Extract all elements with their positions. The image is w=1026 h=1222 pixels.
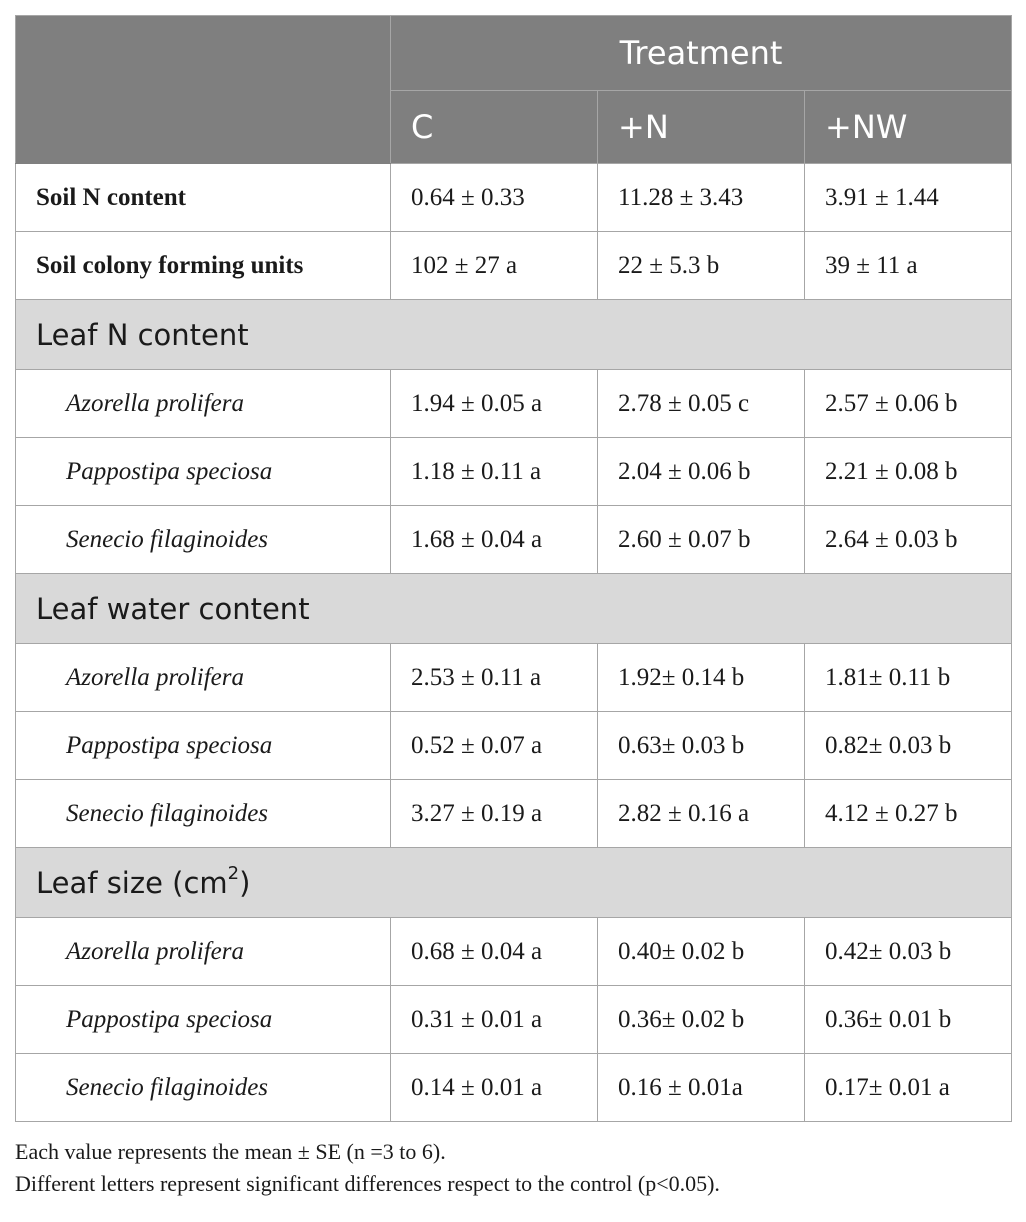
table-row [16,780,1012,848]
species-name: Senecio filaginoides [16,506,391,574]
species-name: Senecio filaginoides [16,780,391,848]
table-row [16,644,1012,712]
cell-value: 0.36± 0.02 b [598,986,805,1054]
cell-value: 11.28 ± 3.43 [598,164,805,232]
cell-value: 2.21 ± 0.08 b [805,438,1012,506]
col-header-c: C [391,91,598,164]
cell-value: 2.64 ± 0.03 b [805,506,1012,574]
table-row [16,164,1012,232]
table-row [16,438,1012,506]
cell-value: 0.42± 0.03 b [805,918,1012,986]
section-title-suffix: ) [239,865,251,900]
section-title [16,848,1012,918]
cell-value: 2.82 ± 0.16 a [598,780,805,848]
species-name: Pappostipa speciosa [16,438,391,506]
treatment-header: Treatment [391,16,1012,91]
table-footnotes [15,1136,1011,1200]
header-blank-cell [16,16,391,164]
cell-value: 2.57 ± 0.06 b [805,370,1012,438]
cell-value: 0.63± 0.03 b [598,712,805,780]
table-row [16,370,1012,438]
footnote: Each value represents the mean ± SE (n =3 to 6). [15,1139,446,1164]
row-label: Soil N content [16,164,391,232]
species-name: Pappostipa speciosa [16,986,391,1054]
table-row [16,232,1012,300]
cell-value: 3.27 ± 0.19 a [391,780,598,848]
cell-value: 0.52 ± 0.07 a [391,712,598,780]
cell-value: 22 ± 5.3 b [598,232,805,300]
section-title [16,300,1012,370]
col-header-nw: +NW [805,91,1012,164]
cell-value: 0.31 ± 0.01 a [391,986,598,1054]
cell-value: 0.14 ± 0.01 a [391,1054,598,1122]
species-name: Pappostipa speciosa [16,712,391,780]
cell-value: 0.40± 0.02 b [598,918,805,986]
species-name: Senecio filaginoides [16,1054,391,1122]
table-row [16,1054,1012,1122]
cell-value: 2.53 ± 0.11 a [391,644,598,712]
section-header-row [16,848,1012,918]
cell-value: 1.94 ± 0.05 a [391,370,598,438]
footnote: Different letters represent significant differences respect to the control (p<0.05). [15,1171,720,1196]
data-table [15,15,1012,1122]
table-row [16,986,1012,1054]
header-row-top [16,16,1012,91]
cell-value: 0.17± 0.01 a [805,1054,1012,1122]
cell-value: 1.18 ± 0.11 a [391,438,598,506]
section-title [16,574,1012,644]
row-label: Soil colony forming units [16,232,391,300]
cell-value: 2.04 ± 0.06 b [598,438,805,506]
cell-value: 0.36± 0.01 b [805,986,1012,1054]
section-header-row [16,300,1012,370]
table-row [16,712,1012,780]
cell-value: 3.91 ± 1.44 [805,164,1012,232]
col-header-n: +N [598,91,805,164]
section-title-text: Leaf water content [36,591,310,626]
cell-value: 2.78 ± 0.05 c [598,370,805,438]
cell-value: 1.81± 0.11 b [805,644,1012,712]
table-row [16,506,1012,574]
species-name: Azorella prolifera [16,644,391,712]
section-title-text: Leaf N content [36,317,249,352]
cell-value: 39 ± 11 a [805,232,1012,300]
species-name: Azorella prolifera [16,370,391,438]
cell-value: 0.82± 0.03 b [805,712,1012,780]
cell-value: 0.68 ± 0.04 a [391,918,598,986]
section-header-row [16,574,1012,644]
cell-value: 0.16 ± 0.01a [598,1054,805,1122]
cell-value: 1.92± 0.14 b [598,644,805,712]
cell-value: 0.64 ± 0.33 [391,164,598,232]
cell-value: 4.12 ± 0.27 b [805,780,1012,848]
cell-value: 2.60 ± 0.07 b [598,506,805,574]
section-title-text: Leaf size (cm [36,865,228,900]
table-container [15,15,1011,1200]
section-title-superscript: 2 [227,862,240,884]
cell-value: 102 ± 27 a [391,232,598,300]
table-row [16,918,1012,986]
cell-value: 1.68 ± 0.04 a [391,506,598,574]
species-name: Azorella prolifera [16,918,391,986]
